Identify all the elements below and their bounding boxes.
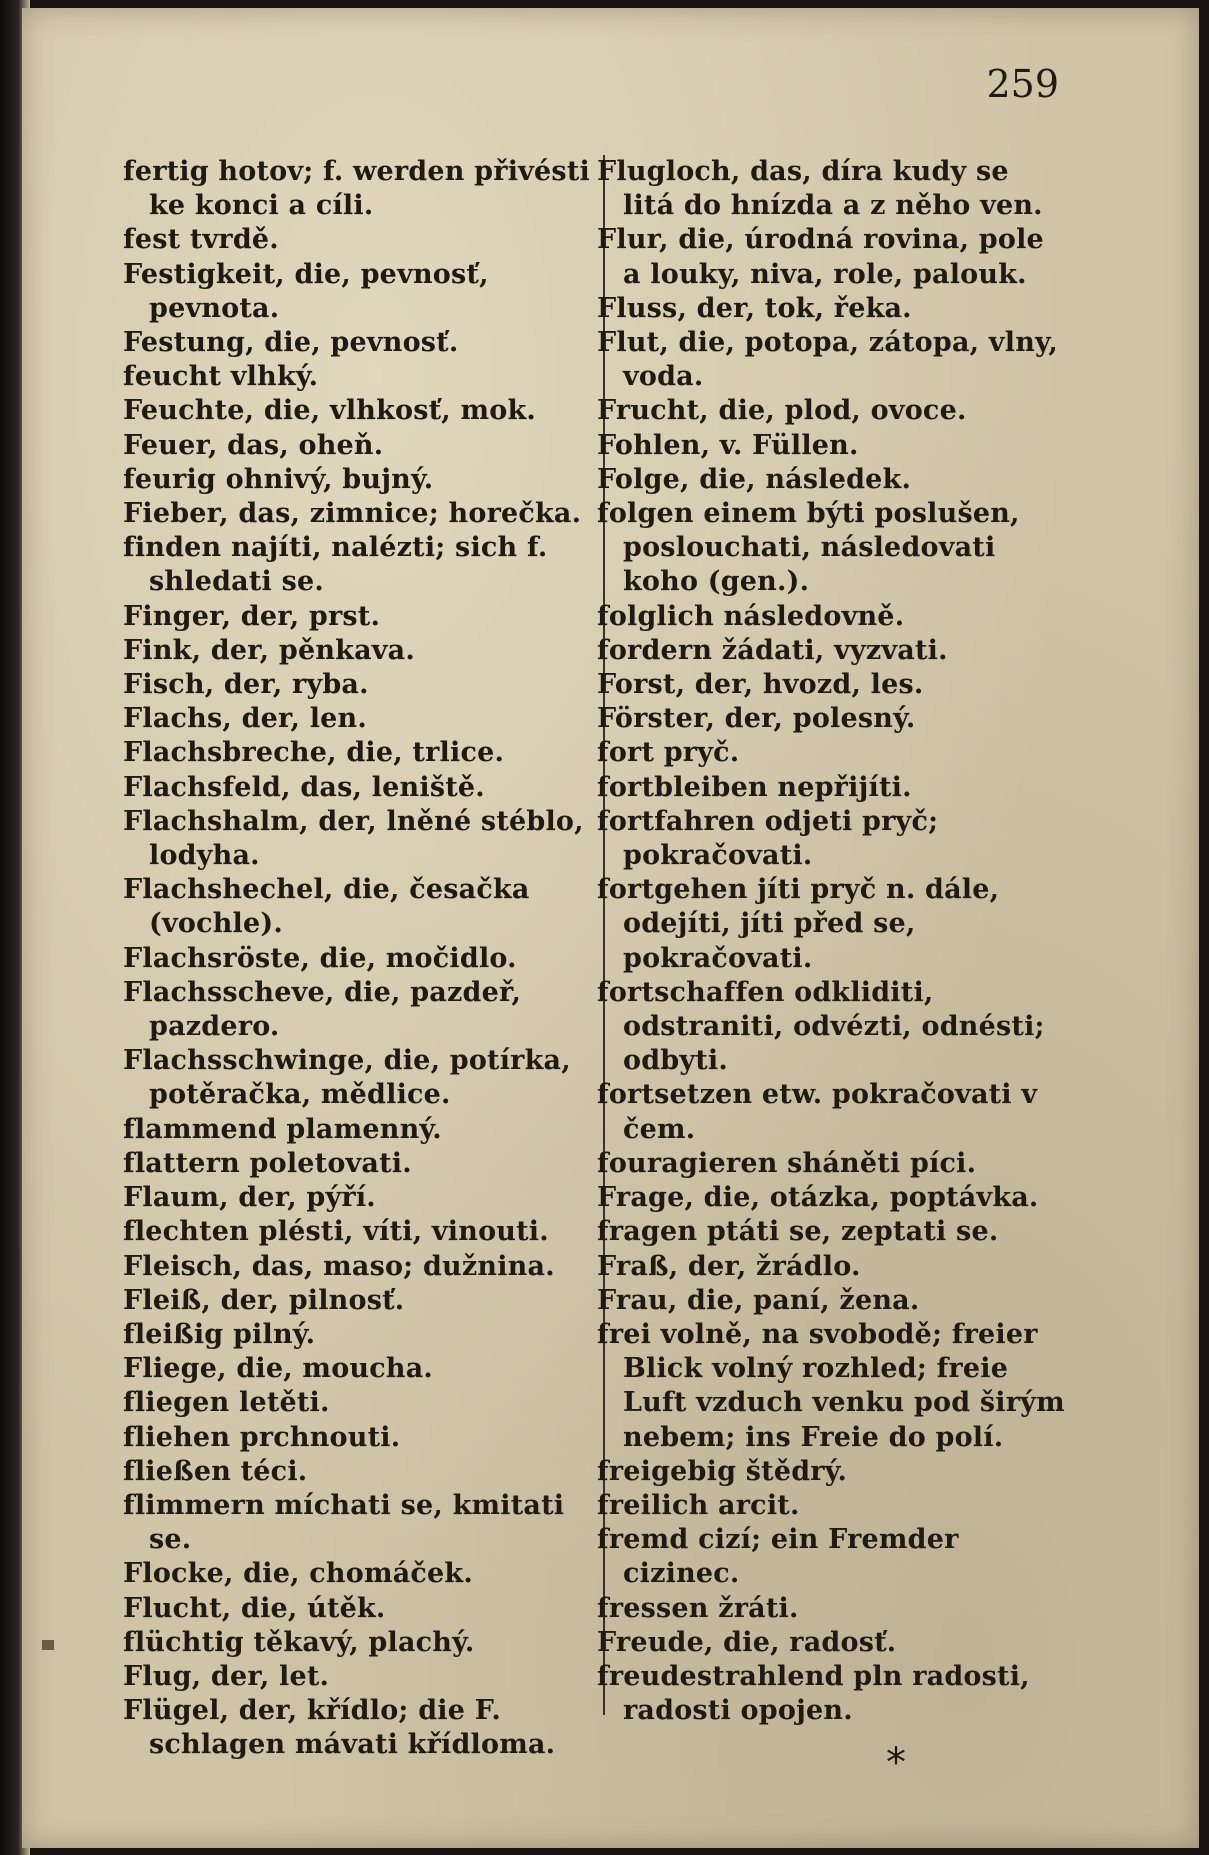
dictionary-entry: Folge, die, následek.: [597, 463, 912, 495]
dictionary-entry: feucht vlhký.: [123, 361, 319, 393]
dictionary-entry: Flachsröste, die, močidlo.: [123, 942, 517, 974]
dictionary-entry: fremd cizí; ein Fremder cizinec.: [597, 1524, 959, 1590]
footer-asterisk: *: [886, 1740, 906, 1786]
dictionary-column-right: [597, 155, 1067, 1728]
dictionary-entry: freigebig štědrý.: [597, 1455, 848, 1487]
dictionary-entry: freilich arcit.: [597, 1489, 800, 1521]
dictionary-entry: fouragieren sháněti píci.: [597, 1147, 977, 1179]
dictionary-entry: flattern poletovati.: [123, 1147, 412, 1179]
dictionary-entry: Flugloch, das, díra kudy se litá do hnízda a z něho ven.: [597, 156, 1043, 222]
dictionary-entry: Flucht, die, útěk.: [123, 1592, 386, 1624]
dictionary-entry: flechten plésti, víti, vinouti.: [123, 1216, 549, 1248]
dictionary-entry: fort pryč.: [597, 737, 740, 769]
dictionary-entry: Fieber, das, zimnice; horečka.: [123, 498, 582, 530]
dictionary-entry: flammend plamenný.: [123, 1113, 442, 1145]
dictionary-entry: fortsetzen etw. pokračovati v čem.: [597, 1079, 1038, 1145]
dictionary-entry: Flachsscheve, die, pazdeř, pazdero.: [123, 976, 522, 1043]
dictionary-entry: freudestrahlend pln radosti, radosti opojen.: [597, 1660, 1030, 1727]
page-number: 259: [986, 62, 1059, 106]
dictionary-entry: frei volně, na svobodě; freier Blick volný rozhled; freie Luft vzduch venku pod širým nebem; ins Freie do polí.: [597, 1318, 1065, 1453]
dictionary-entry: flüchtig těkavý, plachý.: [123, 1626, 475, 1658]
margin-mark: [42, 1640, 54, 1650]
dictionary-entry: Flocke, die, chomáček.: [123, 1558, 473, 1590]
dictionary-entry: folglich následovně.: [597, 600, 905, 632]
dictionary-entry: fortbleiben nepřijíti.: [597, 771, 912, 803]
dictionary-entry: Finger, der, prst.: [123, 600, 381, 632]
dictionary-entry: Förster, der, polesný.: [597, 703, 916, 735]
dictionary-entry: Fink, der, pěnkava.: [123, 634, 415, 666]
dictionary-entry: Fohlen, v. Füllen.: [597, 429, 859, 461]
dictionary-entry: Flur, die, úrodná rovina, pole a louky, niva, role, palouk.: [597, 224, 1044, 290]
dictionary-entry: fliegen letěti.: [123, 1387, 330, 1419]
dictionary-entry: Flachshalm, der, lněné stéblo, lodyha.: [123, 805, 584, 872]
dictionary-entry: Frucht, die, plod, ovoce.: [597, 395, 967, 427]
dictionary-entry: Forst, der, hvozd, les.: [597, 669, 924, 701]
dictionary-entry: flimmern míchati se, kmitati se.: [123, 1489, 565, 1556]
dictionary-entry: Fluss, der, tok, řeka.: [597, 292, 912, 324]
dictionary-entry: fleißig pilný.: [123, 1318, 316, 1350]
dictionary-entry: Flügel, der, křídlo; die F. schlagen mávati křídloma.: [123, 1695, 556, 1761]
dictionary-entry: Festigkeit, die, pevnosť, pevnota.: [123, 258, 489, 324]
dictionary-entry: feurig ohnivý, bujný.: [123, 463, 434, 495]
dictionary-entry: fertig hotov; f. werden přivésti ke konci a cíli.: [123, 156, 590, 222]
dictionary-entry: fließen téci.: [123, 1455, 308, 1487]
dictionary-entry: Feuer, das, oheň.: [123, 429, 384, 461]
dictionary-entry: Fliege, die, moucha.: [123, 1353, 434, 1385]
dictionary-entry: Flaum, der, pýří.: [123, 1182, 376, 1214]
dictionary-entry: Flut, die, potopa, zátopa, vlny, voda.: [597, 327, 1058, 393]
dictionary-column-left: [123, 155, 593, 1763]
dictionary-entry: Flachsschwinge, die, potírka, potěračka, mědlice.: [123, 1045, 571, 1111]
dictionary-entry: fordern žádati, vyzvati.: [597, 634, 948, 666]
dictionary-entry: Festung, die, pevnosť.: [123, 327, 459, 359]
dictionary-entry: Flachs, der, len.: [123, 703, 367, 735]
dictionary-entry: Flachshechel, die, česačka (vochle).: [123, 874, 530, 940]
dictionary-entry: fortgehen jíti pryč n. dále, odejíti, jíti před se, pokračovati.: [597, 874, 1000, 974]
dictionary-entry: Feuchte, die, vlhkosť, mok.: [123, 395, 536, 427]
dictionary-entry: Frage, die, otázka, poptávka.: [597, 1182, 1039, 1214]
dictionary-entry: fest tvrdě.: [123, 224, 279, 256]
dictionary-entry: fressen žráti.: [597, 1592, 799, 1624]
dictionary-entry: Fleisch, das, maso; dužnina.: [123, 1250, 555, 1282]
dictionary-entry: Fraß, der, žrádlo.: [597, 1250, 861, 1282]
dictionary-entry: Flachsbreche, die, trlice.: [123, 737, 505, 769]
dictionary-entry: finden najíti, nalézti; sich f. shledati se.: [123, 532, 548, 598]
dictionary-entry: Fisch, der, ryba.: [123, 669, 369, 701]
dictionary-entry: Fleiß, der, pilnosť.: [123, 1284, 405, 1316]
dictionary-entry: Frau, die, paní, žena.: [597, 1284, 920, 1316]
dictionary-entry: fliehen prchnouti.: [123, 1421, 401, 1453]
dictionary-entry: folgen einem býti poslušen, poslouchati, následovati koho (gen.).: [597, 498, 1020, 598]
dictionary-entry: fortfahren odjeti pryč; pokračovati.: [597, 805, 939, 872]
dictionary-entry: Flug, der, let.: [123, 1660, 330, 1692]
dictionary-entry: fragen ptáti se, zeptati se.: [597, 1216, 999, 1248]
dictionary-entry: Freude, die, radosť.: [597, 1626, 897, 1658]
dictionary-entry: Flachsfeld, das, leniště.: [123, 771, 485, 803]
dictionary-entry: fortschaffen odkliditi, odstraniti, odvézti, odnésti; odbyti.: [597, 976, 1045, 1077]
